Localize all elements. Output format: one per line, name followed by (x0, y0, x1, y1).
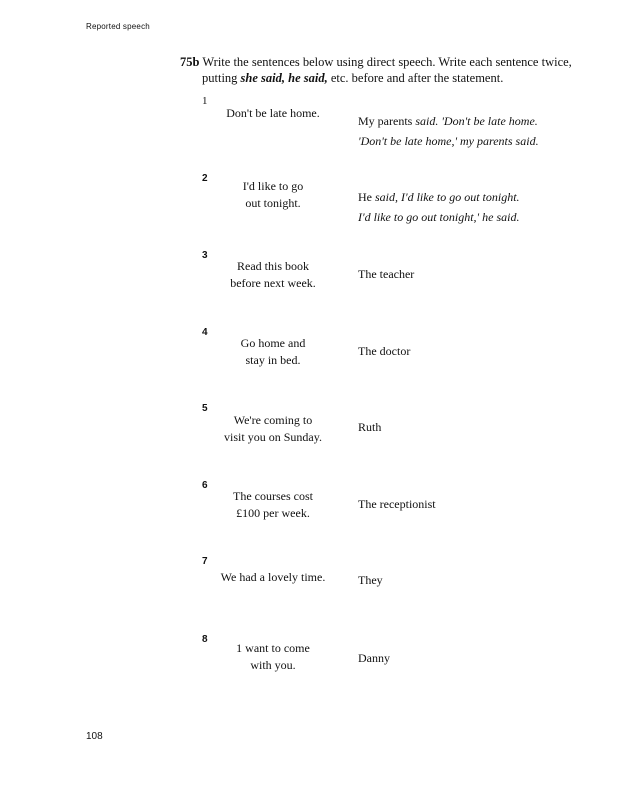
exercise-item-7 (0, 556, 635, 626)
speech-prompt (212, 335, 334, 369)
answer-area (358, 111, 618, 151)
prompt-line-1: Read this book (237, 259, 309, 273)
answer-line-1: They (358, 573, 383, 587)
answer-line-2 (358, 207, 618, 227)
item-number: 7 (202, 556, 208, 567)
instructions-text-1: Write the sentences below using direct speech. Write each sentence twice, (202, 55, 572, 69)
answer-line-1 (358, 111, 618, 131)
prompt-line-2: stay in bed. (245, 353, 301, 367)
prompt-line-1: Don't be late home. (226, 106, 320, 120)
answer-line-1: Danny (358, 651, 390, 665)
instructions-text-2b: etc. before and after the statement. (327, 71, 504, 85)
prompt-line-2: before next week. (230, 276, 316, 290)
item-number: 5 (202, 403, 208, 414)
exercise-item-6 (0, 480, 635, 550)
answer-line-1 (358, 187, 618, 207)
prompt-line-1: Go home and (240, 336, 306, 350)
prompt-line-2: with you. (250, 658, 296, 672)
instructions-text-2a: putting (202, 71, 241, 85)
item-number: 4 (202, 327, 208, 338)
speech-prompt (212, 640, 334, 674)
prompt-line-1: We had a lovely time. (220, 570, 326, 584)
answer-area (358, 570, 618, 590)
exercise-number: 75b (180, 55, 200, 69)
item-number: 8 (202, 634, 208, 645)
answer-area (358, 648, 618, 668)
answer-line-1: Ruth (358, 420, 382, 434)
prompt-line-2: £100 per week. (236, 506, 310, 520)
exercise-item-1 (0, 95, 635, 165)
speech-prompt (212, 258, 334, 292)
answer-area (358, 417, 618, 437)
answer-plain: He (358, 190, 375, 204)
answer-area (358, 187, 618, 227)
exercise-item-5 (0, 403, 635, 473)
item-number: 2 (202, 173, 208, 184)
exercise-item-2 (0, 173, 635, 243)
answer-plain: My parents (358, 114, 416, 128)
speech-prompt (212, 178, 334, 212)
prompt-line-1: We're coming to (233, 413, 313, 427)
answer-italic-2: I'd like to go out tonight,' he said. (358, 210, 520, 224)
answer-italic: said. 'Don't be late home. (415, 114, 538, 128)
instructions-line-1 (180, 54, 580, 70)
speech-prompt (212, 569, 334, 586)
exercise-item-4 (0, 327, 635, 397)
page-number: 108 (86, 731, 103, 742)
instructions-line-2 (180, 70, 580, 86)
prompt-line-1: The courses cost (233, 489, 313, 503)
answer-italic: said, I'd like to go out tonight. (375, 190, 520, 204)
speech-prompt (212, 105, 334, 122)
answer-area (358, 264, 618, 284)
prompt-line-1: I'd like to go (242, 179, 304, 193)
exercise-item-3 (0, 250, 635, 320)
answer-line-1: The teacher (358, 267, 415, 281)
item-number: 1 (202, 95, 208, 107)
answer-line-1: The receptionist (358, 497, 436, 511)
answer-line-1: The doctor (358, 344, 411, 358)
answer-italic-2: 'Don't be late home,' my parents said. (358, 134, 539, 148)
answer-area (358, 494, 618, 514)
prompt-line-1: 1 want to come (236, 641, 310, 655)
speech-prompt (212, 488, 334, 522)
answer-line-2 (358, 131, 618, 151)
answer-area (358, 341, 618, 361)
item-number: 3 (202, 250, 208, 261)
prompt-line-2: visit you on Sunday. (224, 430, 322, 444)
exercise-item-8 (0, 634, 635, 704)
prompt-line-2: out tonight. (245, 196, 301, 210)
item-number: 6 (202, 480, 208, 491)
exercise-instructions (180, 54, 580, 86)
speech-prompt (212, 412, 334, 446)
instructions-emphasis: she said, he said, (240, 71, 328, 85)
running-header: Reported speech (86, 22, 150, 31)
